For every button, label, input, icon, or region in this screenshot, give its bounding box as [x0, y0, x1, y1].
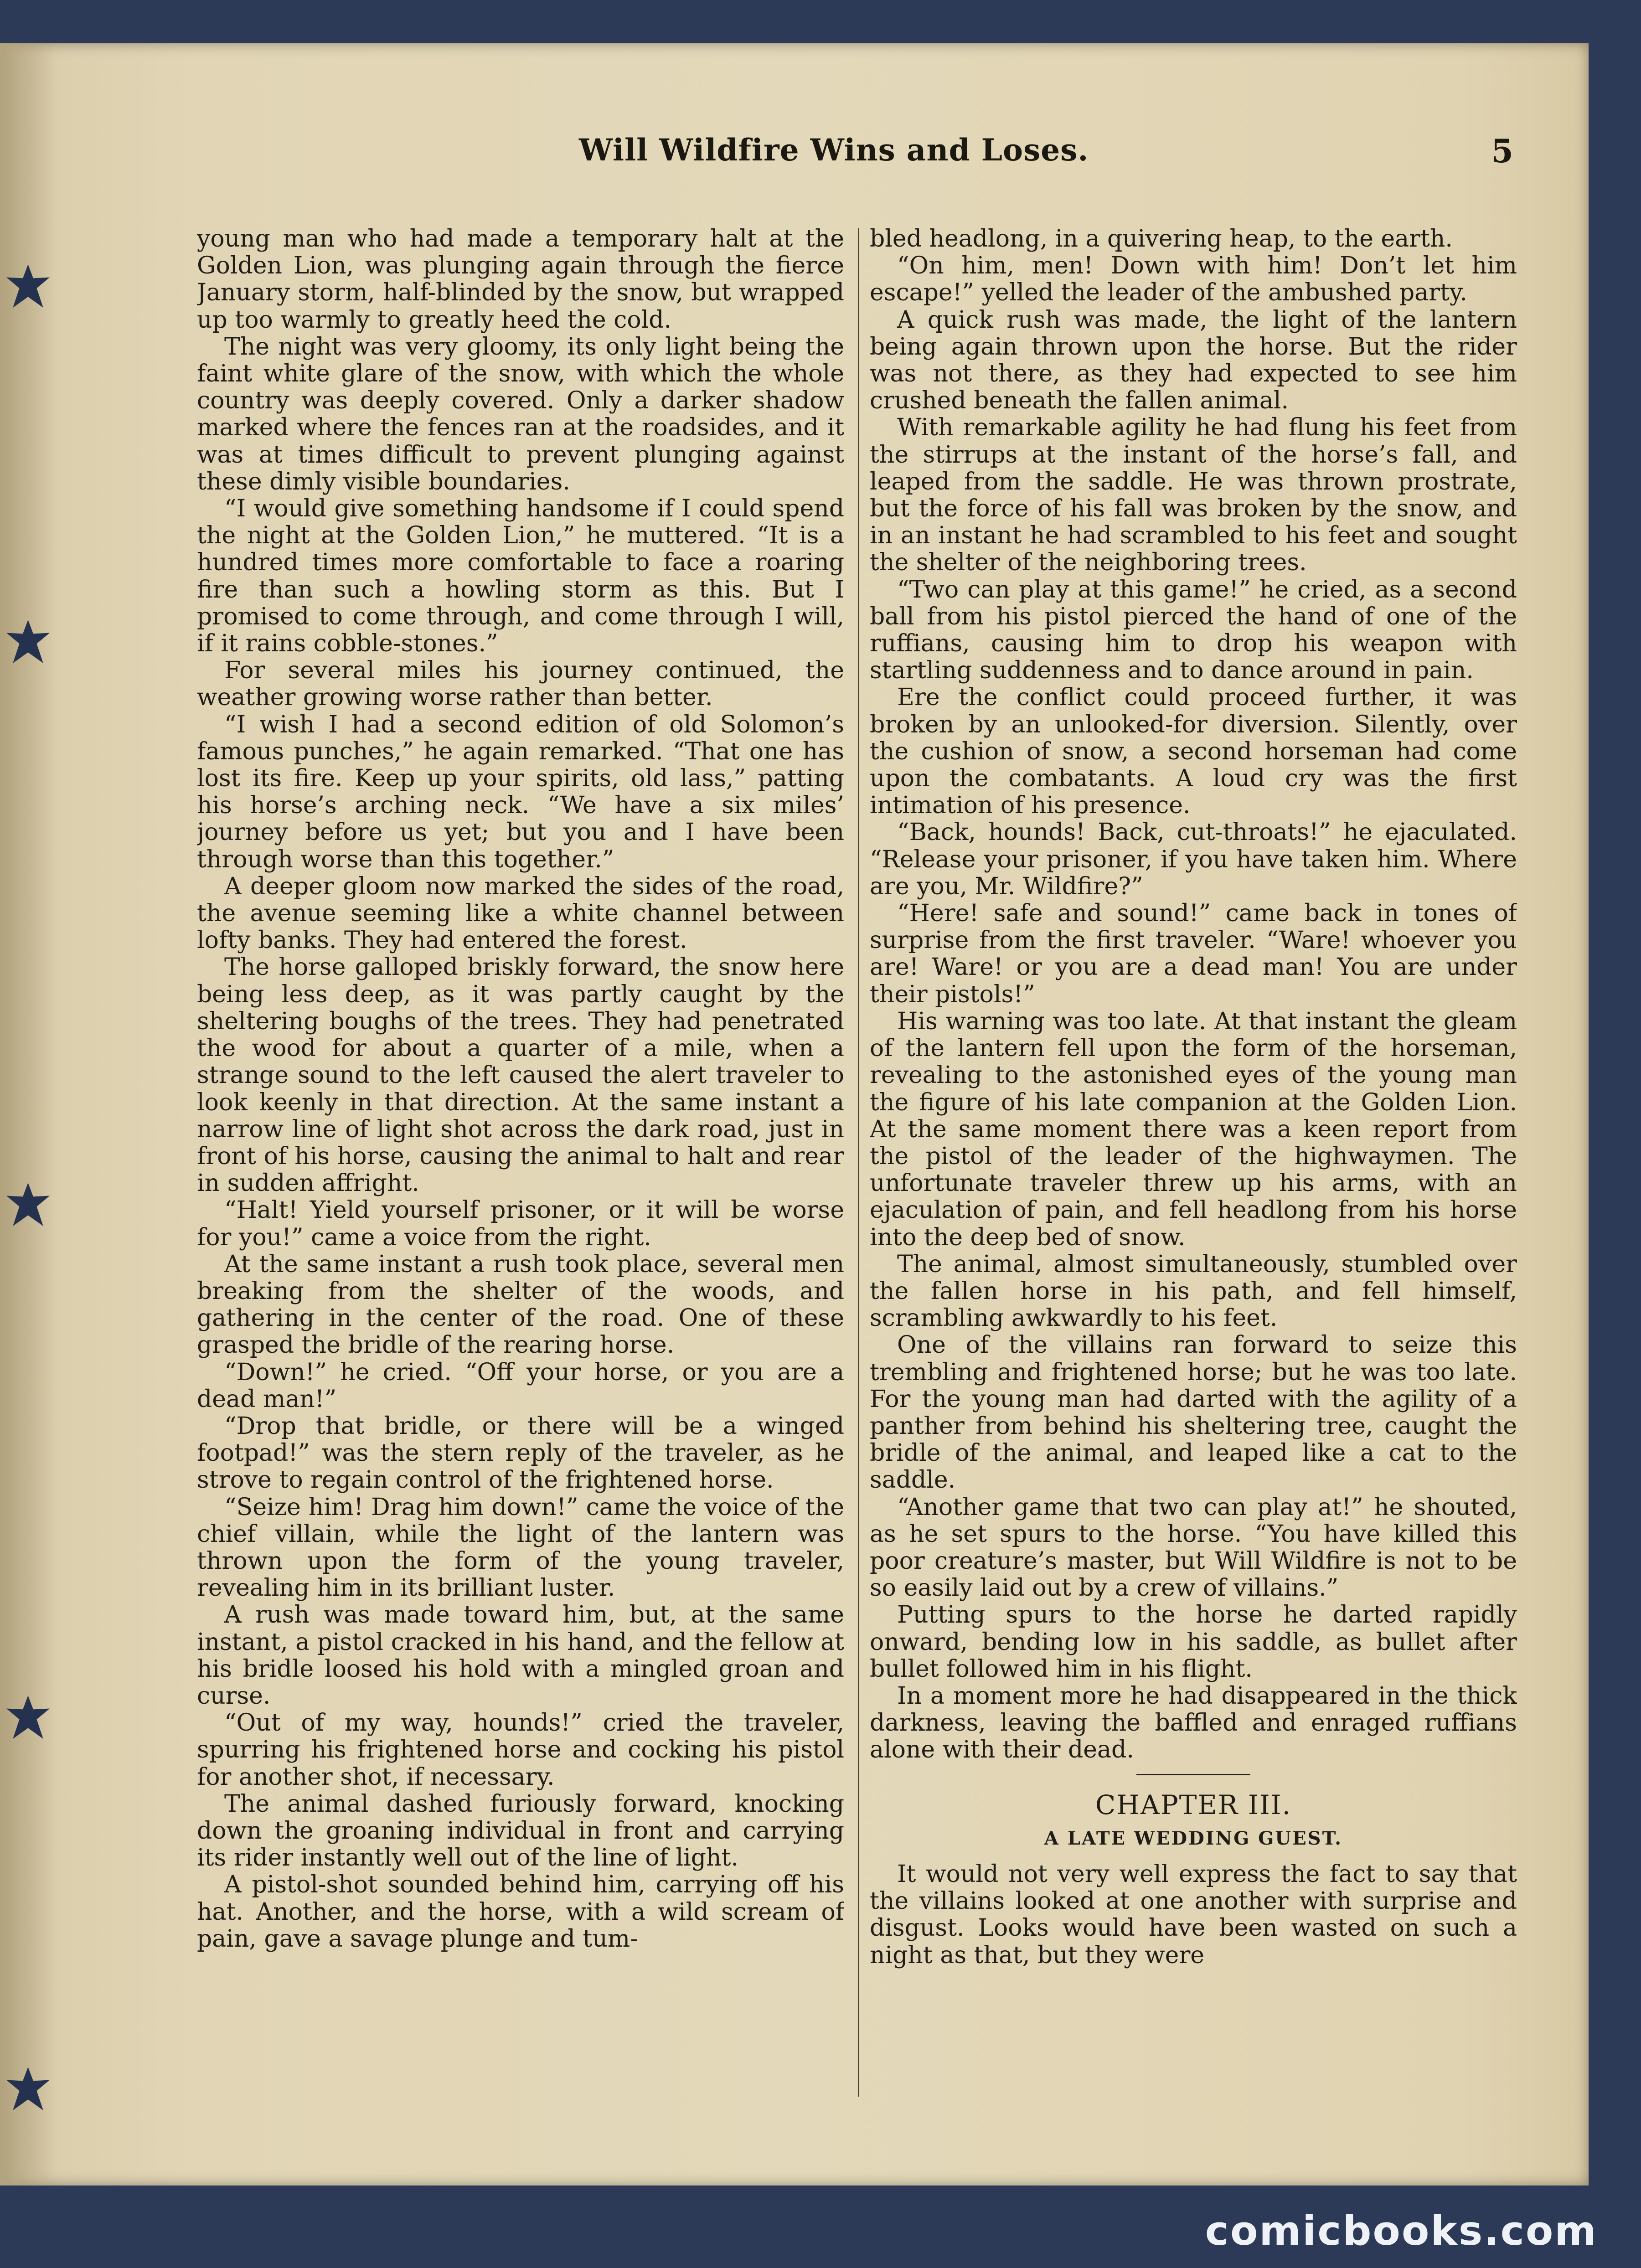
paragraph: Ere the conflict could proceed further, it was broken by an unlooked-for diversion. Silently, over the cushion of snow, a second horseman had come upon the combatants. A loud cry was the first intimation of his presence. — [870, 684, 1517, 820]
right-column — [870, 226, 1517, 2108]
paragraph: “Out of my way, hounds!” cried the traveler, spurring his frightened horse and cocking his pistol for another shot, if necessary. — [197, 1709, 844, 1791]
paragraph: “On him, men! Down with him! Don’t let him escape!” yelled the leader of the ambushed party. — [870, 252, 1517, 307]
column-divider — [858, 228, 859, 2097]
paragraph: “Two can play at this game!” he cried, as a second ball from his pistol pierced the hand of one of the ruffians, causing him to drop his weapon with startling suddenness and to dance around in pain. — [870, 576, 1517, 685]
paragraph: At the same instant a rush took place, several men breaking from the shelter of the woods, and gathering in the center of the road. One of these grasped the bridle of the rearing horse. — [197, 1250, 844, 1359]
paragraph: The horse galloped briskly forward, the snow here being less deep, as it was partly caught by the sheltering boughs of the trees. They had penetrated the wood for about a quarter of a mile, when a strange sound to the left caused the alert traveler to look keenly in that direction. At the same instant a narrow line of light shot across the dark road, just in front of his horse, causing the animal to halt and rear in sudden affright. — [197, 954, 844, 1197]
paragraph: bled headlong, in a quivering heap, to the earth. — [870, 226, 1453, 253]
paragraph: A deeper gloom now marked the sides of the road, the avenue seeming like a white channel between lofty banks. They had entered the forest. — [197, 872, 844, 954]
paragraph: “I wish I had a second edition of old Solomon’s famous punches,” he again remarked. “That one has lost its fire. Keep up your spirits, old lass,” patting his horse’s arching neck. “We have a six miles’ journey before us yet; but you and I have been through worse than this together.” — [197, 711, 844, 873]
paragraph: A pistol-shot sounded behind him, carrying off his hat. Another, and the horse, with a wild scream of pain, gave a savage plunge and tum- — [197, 1871, 844, 1953]
paragraph: “Drop that bridle, or there will be a winged footpad!” was the stern reply of the traveler, as he strove to regain control of the frightened horse. — [197, 1412, 844, 1494]
paragraph: Putting spurs to the horse he darted rapidly onward, bending low in his saddle, as bullet after bullet followed him in his flight. — [870, 1601, 1517, 1683]
page-number: 5 — [1491, 132, 1513, 170]
paragraph: young man who had made a temporary halt at the Golden Lion, was plunging again through the fierce January storm, half-blinded by the snow, but wrapped up too warmly to greatly heed the cold. — [197, 226, 844, 334]
binding-hole — [6, 620, 50, 663]
binding-hole — [6, 2067, 50, 2110]
binding-hole — [6, 264, 50, 308]
chapter-title: CHAPTER III. — [1095, 1789, 1292, 1820]
paragraph: In a moment more he had disappeared in the thick darkness, leaving the baffled and enraged ruffians alone with their dead. — [870, 1682, 1517, 1764]
paragraph: His warning was too late. At that instant the gleam of the lantern fell upon the form of the horseman, revealing to the astonished eyes of the young man the figure of his late companion at the Golden Lion. At the same moment there was a keen report from the pistol of the leader of the highwaymen. The unfortunate traveler threw up his arms, with an ejaculation of pain, and fell headlong from his horse into the deep bed of snow. — [870, 1007, 1517, 1251]
binding-hole — [6, 1183, 50, 1226]
paragraph: “Down!” he cried. “Off your horse, or you are a dead man!” — [197, 1358, 844, 1413]
paragraph: “Another game that two can play at!” he shouted, as he set spurs to the horse. “You have killed this poor creature’s master, but Will Wildfire is not to be so easily laid out by a crew of villains.” — [870, 1493, 1517, 1602]
paragraph: With remarkable agility he had flung his feet from the stirrups at the instant of the horse’s fall, and leaped from the saddle. He was thrown prostrate, but the force of his fall was broken by the snow, and in an instant he had scrambled to his feet and sought the shelter of the neighboring trees. — [870, 414, 1517, 577]
paragraph: “Halt! Yield yourself prisoner, or it will be worse for you!” came a voice from the right. — [197, 1196, 844, 1251]
paragraph: The animal, almost simultaneously, stumbled over the fallen horse in his path, and fell himself, scrambling awkwardly to his feet. — [870, 1250, 1517, 1332]
paragraph: “Back, hounds! Back, cut-throats!” he ejaculated. “Release your prisoner, if you have taken him. Where are you, Mr. Wildfire?” — [870, 819, 1517, 900]
left-column — [197, 226, 844, 2108]
paragraph: For several miles his journey continued, the weather growing worse rather than better. — [197, 657, 844, 711]
paragraph: “Seize him! Drag him down!” came the voice of the chief villain, while the light of the lantern was thrown upon the form of the young traveler, revealing him in its brilliant luster. — [197, 1493, 844, 1602]
paragraph: A quick rush was made, the light of the lantern being again thrown upon the horse. But the rider was not there, as they had expected to see him crushed beneath the fallen animal. — [870, 306, 1517, 415]
watermark: comicbooks.com — [1205, 2207, 1598, 2254]
chapter-opening-paragraph: It would not very well express the fact to say that the villains looked at one another with surprise and disgust. Looks would have been wasted on such a night as that, but they were — [870, 1860, 1517, 1969]
chapter-rule — [1136, 1774, 1250, 1775]
paragraph: “Here! safe and sound!” came back in tones of surprise from the first traveler. “Ware! whoever you are! Ware! or you are a dead man! You are under their pistols!” — [870, 900, 1517, 1008]
chapter-subtitle: A LATE WEDDING GUEST. — [1044, 1827, 1343, 1849]
running-title: Will Wildfire Wins and Loses. — [579, 132, 1089, 168]
paragraph: One of the villains ran forward to seize this trembling and frightened horse; but he was too late. For the young man had darted with the agility of a panther from behind his sheltering tree, caught the bridle of the animal, and leaped like a cat to the saddle. — [870, 1331, 1517, 1494]
paragraph: A rush was made toward him, but, at the same instant, a pistol cracked in his hand, and the fellow at his bridle loosed his hold with a mingled groan and curse. — [197, 1601, 844, 1710]
page-header — [533, 132, 1513, 187]
paragraph: The night was very gloomy, its only light being the faint white glare of the snow, with which the whole country was deeply covered. Only a darker shadow marked where the fences ran at the roadsides, and it was at times difficult to prevent plunging against these dimly visible boundaries. — [197, 333, 844, 495]
paragraph: The animal dashed furiously forward, knocking down the groaning individual in front and carrying its rider instantly well out of the line of light. — [197, 1790, 844, 1872]
paragraph: “I would give something handsome if I could spend the night at the Golden Lion,” he muttered. “It is a hundred times more comfortable to face a roaring fire than such a howling storm as this. But I promised to come through, and come through I will, if it rains cobble-stones.” — [197, 495, 844, 658]
binding-hole — [6, 1696, 50, 1739]
